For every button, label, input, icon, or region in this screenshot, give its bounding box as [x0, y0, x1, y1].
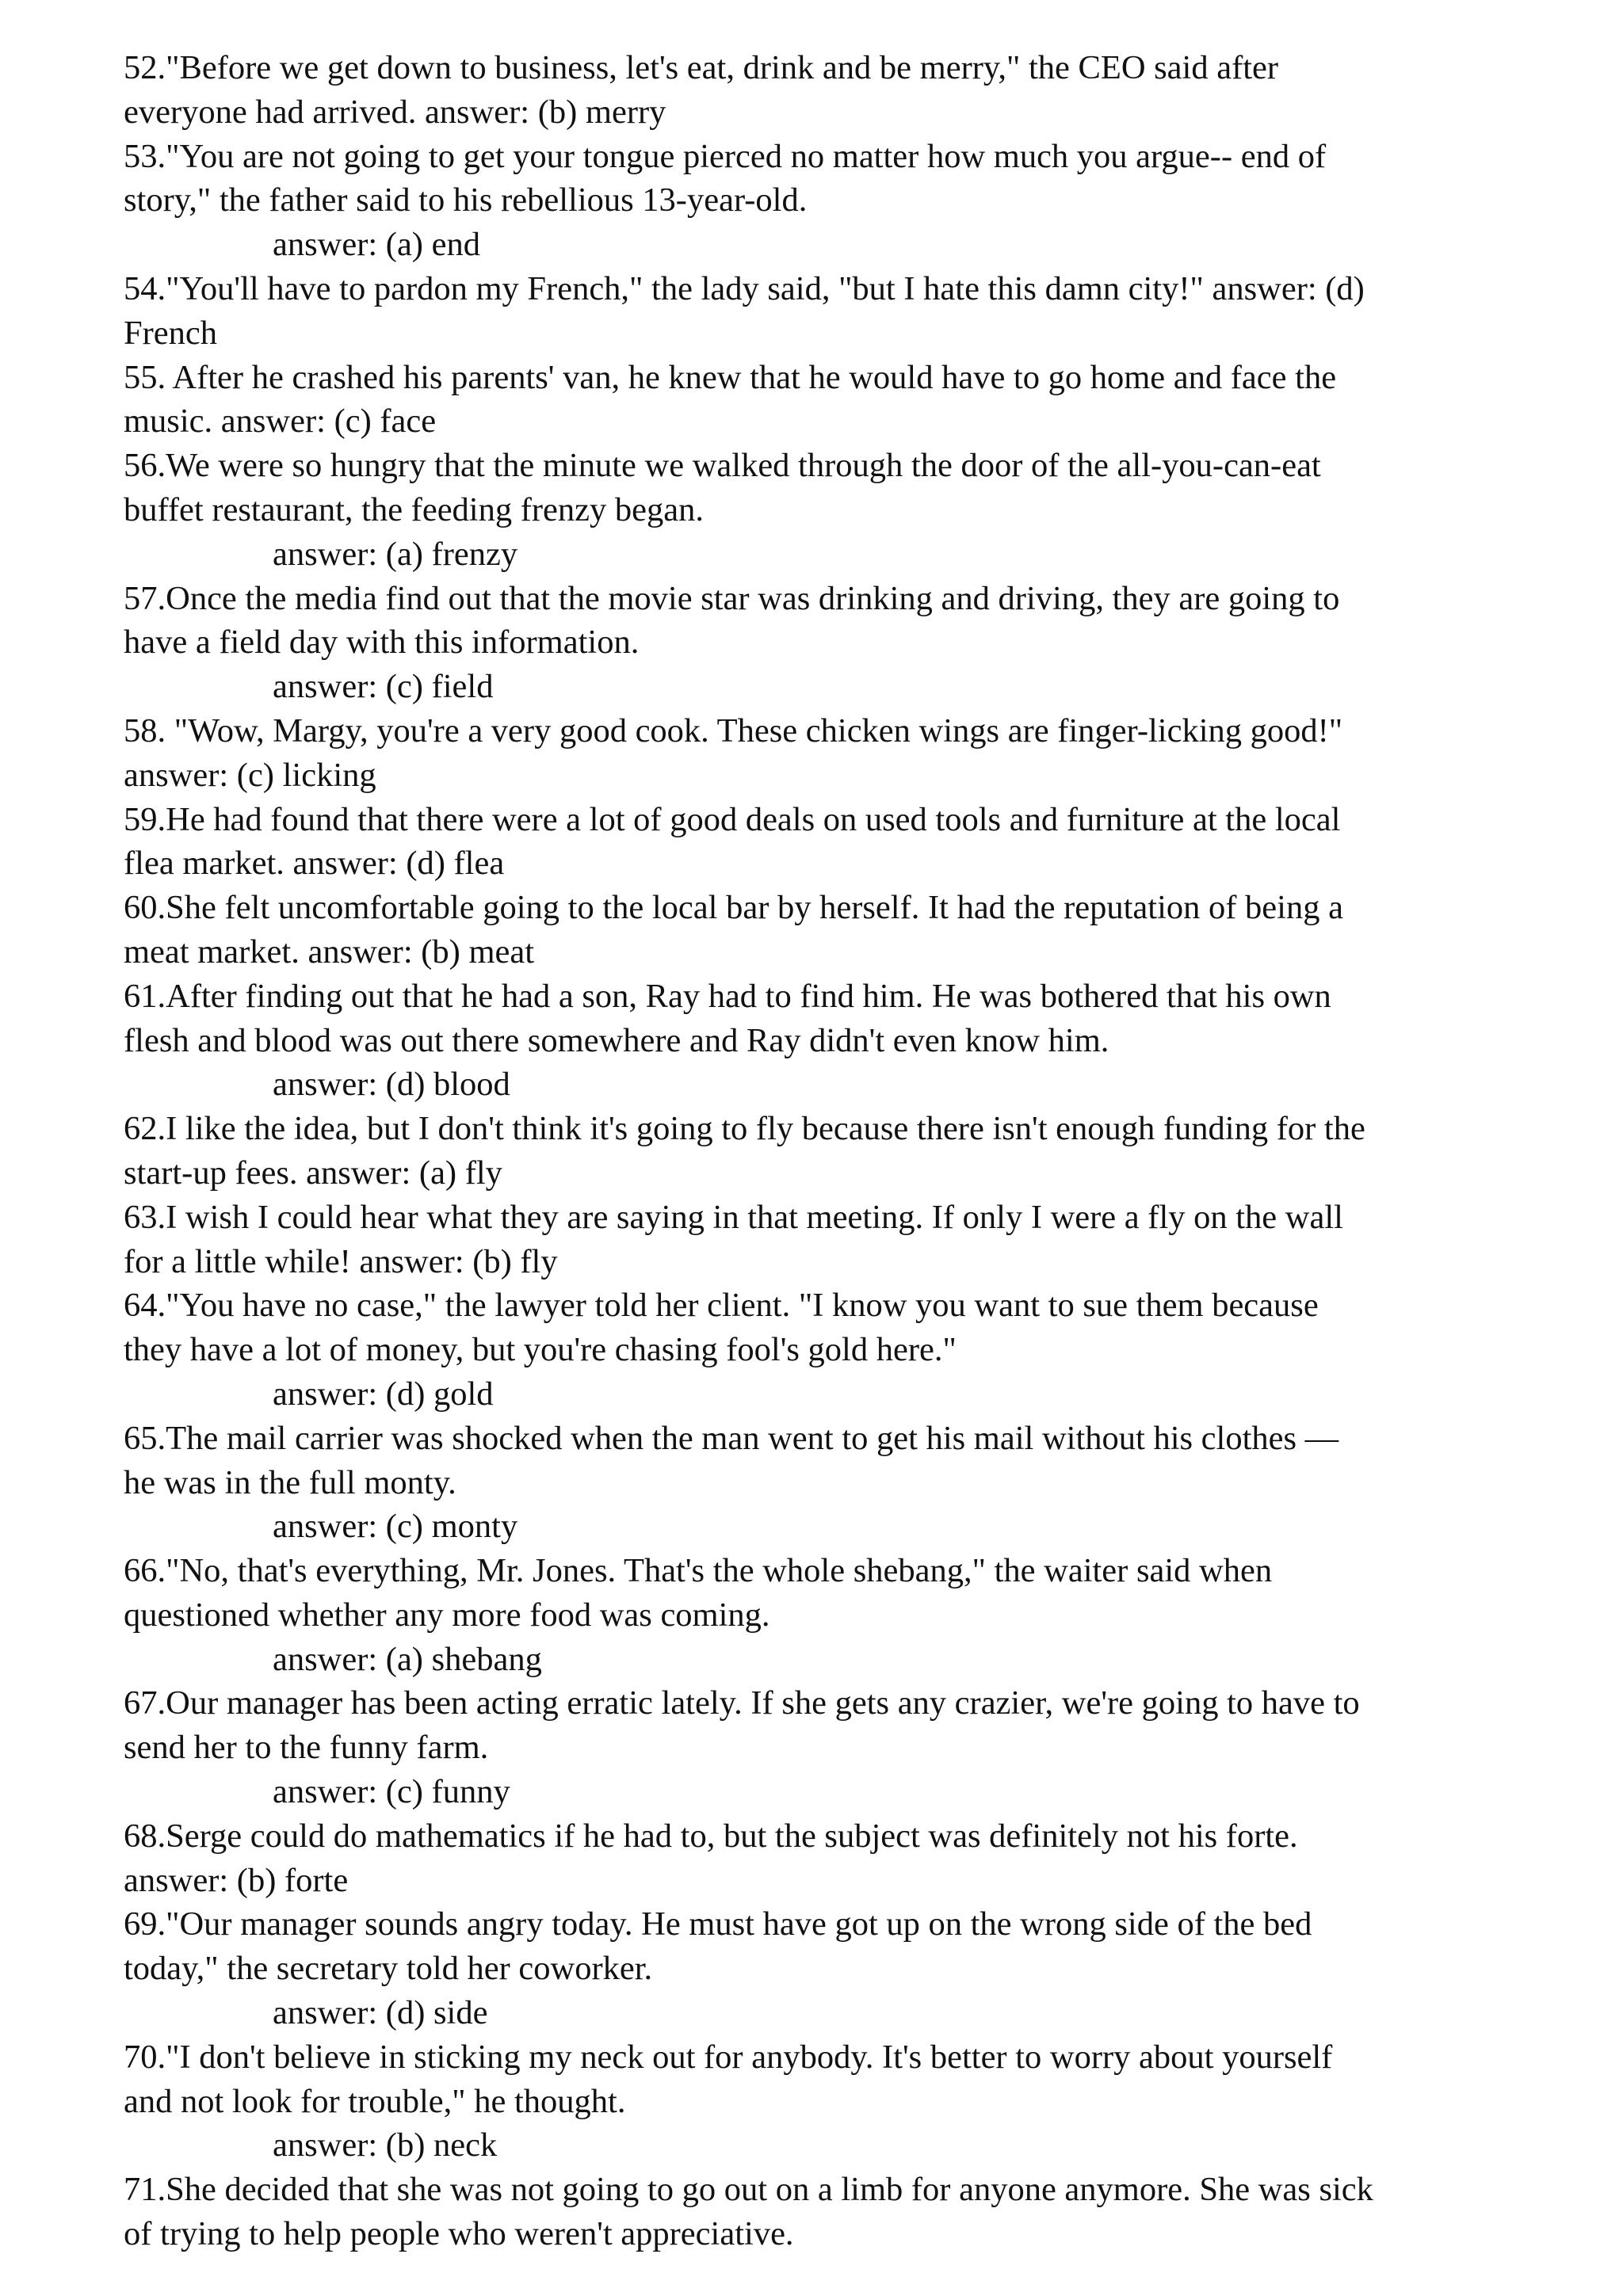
text-line: 58. "Wow, Margy, you're a very good cook. These chicken wings are finger-licking good!" [124, 711, 1343, 749]
answer-line: answer: (a) end [273, 226, 480, 264]
text-line: story," the father said to his rebellious 13-year-old. [124, 181, 808, 219]
answer-line: answer: (d) side [273, 1994, 488, 2032]
text-line: 69."Our manager sounds angry today. He must have got up on the wrong side of the bed [124, 1905, 1312, 1943]
answer-line: answer: (d) gold [273, 1375, 494, 1413]
text-line: and not look for trouble," he thought. [124, 2082, 626, 2120]
text-line: questioned whether any more food was coming. [124, 1596, 770, 1634]
text-line: music. answer: (c) face [124, 402, 437, 441]
text-line: 60.She felt uncomfortable going to the local bar by herself. It had the reputation of being a [124, 889, 1343, 927]
text-line: today," the secretary told her coworker. [124, 1950, 653, 1988]
text-line: 65.The mail carrier was shocked when the man went to get his mail without his clothes — [124, 1419, 1339, 1457]
text-line: they have a lot of money, but you're chasing fool's gold here." [124, 1331, 957, 1369]
text-line: send her to the funny farm. [124, 1729, 489, 1767]
text-line: buffet restaurant, the feeding frenzy began. [124, 490, 705, 528]
text-line: 66."No, that's everything, Mr. Jones. That's the whole shebang," the waiter said when [124, 1552, 1273, 1590]
answer-line: answer: (a) frenzy [273, 535, 518, 573]
text-line: 52."Before we get down to business, let's eat, drink and be merry," the CEO said after [124, 49, 1279, 86]
text-line: of trying to help people who weren't appreciative. [124, 2215, 794, 2253]
text-line: 56.We were so hungry that the minute we walked through the door of the all-you-can-eat [124, 447, 1321, 485]
text-line: flesh and blood was out there somewhere and Ray didn't even know him. [124, 1021, 1109, 1059]
text-line: answer: (c) licking [124, 756, 376, 794]
answer-line: answer: (c) monty [273, 1508, 518, 1546]
text-line: 71.She decided that she was not going to go out on a limb for anyone anymore. She was sick [124, 2171, 1373, 2209]
text-line: 70."I don't believe in sticking my neck out for anybody. It's better to worry about yourself [124, 2038, 1333, 2076]
text-line: he was in the full monty. [124, 1463, 456, 1501]
text-line: 53."You are not going to get your tongue pierced no matter how much you argue-- end of [124, 137, 1327, 175]
answer-line: answer: (a) shebang [273, 1640, 542, 1678]
text-line: start-up fees. answer: (a) fly [124, 1154, 502, 1192]
answer-line: answer: (b) neck [273, 2126, 498, 2164]
text-line: 63.I wish I could hear what they are saying in that meeting. If only I were a fly on the wall [124, 1198, 1343, 1236]
answer-line: answer: (c) field [273, 668, 494, 706]
text-line: 54."You'll have to pardon my French," the lady said, "but I hate this damn city!" answer: (d) [124, 269, 1365, 307]
text-line: 59.He had found that there were a lot of good deals on used tools and furniture at the local [124, 800, 1341, 838]
text-line: 62.I like the idea, but I don't think it's going to fly because there isn't enough funding for the [124, 1110, 1365, 1148]
text-line: 68.Serge could do mathematics if he had to, but the subject was definitely not his forte. [124, 1817, 1298, 1855]
answer-line: answer: (d) blood [273, 1066, 510, 1104]
text-line: flea market. answer: (d) flea [124, 845, 505, 883]
text-line: 57.Once the media find out that the movie star was drinking and driving, they are going to [124, 579, 1340, 617]
text-line: everyone had arrived. answer: (b) merry [124, 93, 666, 131]
text-line: 64."You have no case," the lawyer told her client. "I know you want to sue them because [124, 1287, 1319, 1325]
text-line: meat market. answer: (b) meat [124, 933, 535, 971]
text-line: 61.After finding out that he had a son, Ray had to find him. He was bothered that his own [124, 977, 1331, 1015]
text-line: have a field day with this information. [124, 624, 640, 662]
text-line: French [124, 314, 218, 352]
text-line: 67.Our manager has been acting erratic lately. If she gets any crazier, we're going to have to [124, 1684, 1360, 1722]
text-line: answer: (b) forte [124, 1861, 349, 1899]
text-line: for a little while! answer: (b) fly [124, 1242, 558, 1280]
answer-line: answer: (c) funny [273, 1773, 510, 1811]
document-page [124, 46, 1566, 2256]
text-line: 55. After he crashed his parents' van, he knew that he would have to go home and face the [124, 358, 1337, 396]
